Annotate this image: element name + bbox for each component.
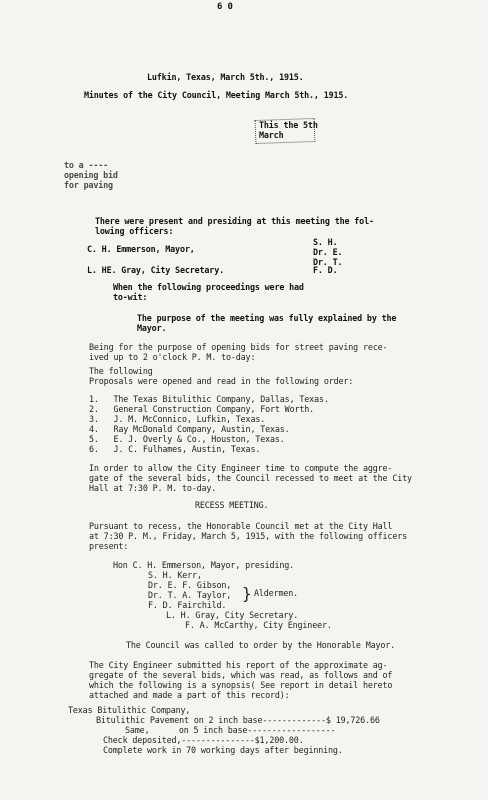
proposal-item: 5. E. J. Overly & Co., Houston, Texas. [89,434,285,444]
officer-mayor: C. H. Emmerson, Mayor, [87,244,195,254]
proposal-item: 3. J. M. McConnico, Lufkin, Texas. [89,414,266,424]
attendee-mayor: Hon C. H. Emmerson, Mayor, presiding. [113,560,295,570]
officer-secretary-roles: F. D. [313,265,338,275]
stamp-text: This the 5th March [259,120,318,140]
called-to-order: The Council was called to order by the Honorable Mayor. [126,640,396,650]
attendee-alderman: Dr. E. F. Gibson, [148,580,232,590]
attendee-engineer: F. A. McCarthy, City Engineer. [185,620,332,630]
pursuant-paragraph: Pursuant to recess, the Honorable Council met at the City Hall at 7:30 P. M., Friday, March 5, 1915, with the following officers present: [89,521,407,551]
proposal-item: 2. General Construction Company, Fort Worth. [89,404,315,414]
proposal-item: 4. Ray McDonald Company, Austin, Texas. [89,424,290,434]
recess-paragraph: In order to allow the City Engineer time to compute the aggre- gate of the several bids, the Council recessed to meet at the City Hall at 7:30 P. M. to-day. [89,463,412,493]
bid-line: Check deposited,---------------$1,200.00. [103,735,304,745]
recess-heading: RECESS MEETING. [195,500,269,510]
attendee-alderman: F. D. Fairchild. [148,600,227,610]
being-paragraph: Being for the purpose of opening bids for street paving rece- ived up to 2 o'clock P. M. to-day: [89,342,388,362]
margin-fragment-2: opening bid [64,170,118,180]
attendee-alderman: S. H. Kerr, [148,570,202,580]
purpose-paragraph: The purpose of the meeting was fully explained by the Mayor. [137,313,397,333]
present-intro: There were present and presiding at this meeting the fol- lowing officers: [95,216,374,236]
attendee-alderman: Dr. T. A. Taylor, [148,590,232,600]
bid-line: Bitulithic Pavement on 2 inch base-------------$ 19,726.66 [96,715,380,725]
margin-fragment-1: to a ---- [64,160,109,170]
proceedings-line: When the following proceedings were had to-wit: [113,282,304,302]
minutes-title: Minutes of the City Council, Meeting March 5th., 1915. [84,90,349,100]
margin-fragment-3: for paving [64,180,113,190]
attendee-secretary: L. H. Gray, City Secretary. [166,610,299,620]
officer-mayor-roles: S. H. Dr. E. Dr. T. [313,237,343,267]
bid-line: Complete work in 70 working days after beginning. [103,745,343,755]
following-paragraph: The following Proposals were opened and read in the following order: [89,366,354,386]
page-number: 6 0 [217,2,233,12]
engineer-report-paragraph: The City Engineer submitted his report of the approximate ag- gregate of the several bids, which was read, as follows and of which the following is a synopsis( See report in detail hereto attached and made a part of this record): [89,660,393,700]
proposal-item: 1. The Texas Bitulithic Company, Dallas, Texas. [89,394,329,404]
dateline: Lufkin, Texas, March 5th., 1915. [147,72,304,82]
bid-line: Same, on 5 inch base------------------ [125,725,336,735]
proposal-item: 6. J. C. Fulhames, Austin, Texas. [89,444,261,454]
bid-company: Texas Bitulithic Company, [68,705,191,715]
aldermen-label: Aldermen. [254,588,299,598]
aldermen-brace: } [242,584,252,603]
officer-secretary: L. HE. Gray, City Secretary. [87,265,224,275]
